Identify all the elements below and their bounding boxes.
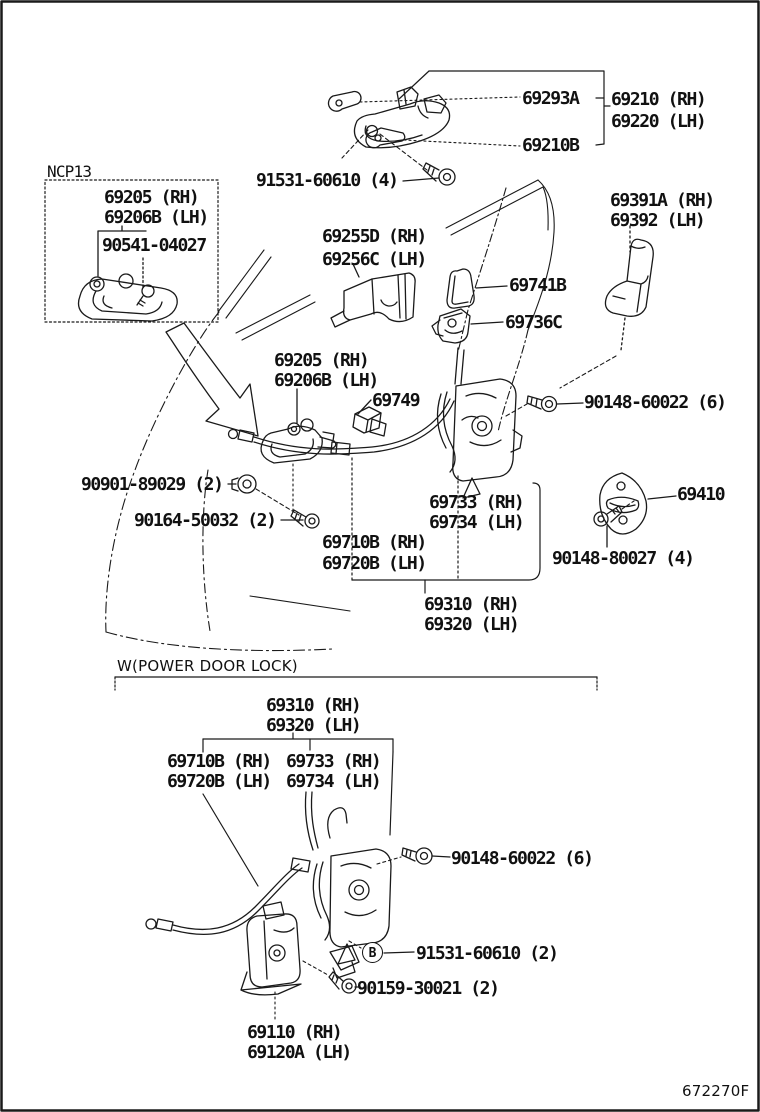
grommet-90901-drawing bbox=[228, 464, 299, 515]
screw-90148-60022-top-drawing bbox=[506, 396, 583, 416]
callout-69205-rh-mid: 69205 (RH) bbox=[274, 350, 369, 371]
lock-69310-upper-drawing bbox=[437, 348, 522, 498]
figure-code: 672270F bbox=[682, 1082, 750, 1100]
callout-69210b: 69210B bbox=[522, 135, 579, 156]
callout-69720b-lh: 69720B (LH) bbox=[322, 553, 426, 574]
callout-91531-60610-2: 91531-60610 (2) bbox=[416, 943, 558, 964]
inside-handle-box-drawing bbox=[79, 274, 178, 321]
callout-69710b-rh-pdl: 69710B (RH) bbox=[167, 751, 271, 772]
callout-69320-lh-top: 69320 (LH) bbox=[424, 614, 519, 635]
bracket-69736c-drawing bbox=[432, 309, 503, 343]
callout-90164-50032: 90164-50032 (2) bbox=[134, 510, 276, 531]
callout-69733-rh-pdl: 69733 (RH) bbox=[286, 751, 381, 772]
callout-91531-60610-4: 91531-60610 (4) bbox=[256, 170, 398, 191]
callout-90159-30021: 90159-30021 (2) bbox=[357, 978, 499, 999]
callout-69749: 69749 bbox=[372, 390, 420, 411]
striker-69410-drawing bbox=[600, 473, 676, 534]
callout-69206b-lh-mid: 69206B (LH) bbox=[274, 370, 378, 391]
callout-69733-rh: 69733 (RH) bbox=[429, 492, 524, 513]
screw-90541-drawing bbox=[137, 285, 154, 306]
callout-69391a-rh: 69391A (RH) bbox=[610, 190, 714, 211]
cable-69710b-drawing bbox=[229, 399, 455, 455]
callout-69255d-rh: 69255D (RH) bbox=[322, 226, 426, 247]
power-door-lock-section-label: W(POWER DOOR LOCK) bbox=[117, 657, 298, 675]
callout-69293a: 69293A bbox=[522, 88, 579, 109]
cable-69710b-lower-drawing bbox=[146, 792, 347, 934]
direction-arrow bbox=[166, 323, 258, 436]
actuator-69110-drawing bbox=[241, 902, 301, 1020]
garnish-69391a-drawing bbox=[560, 226, 653, 388]
callout-69741b: 69741B bbox=[509, 275, 566, 296]
callout-90148-60022-pdl: 90148-60022 (6) bbox=[451, 848, 593, 869]
callout-69110-rh: 69110 (RH) bbox=[247, 1022, 342, 1043]
callout-69710b-rh: 69710B (RH) bbox=[322, 532, 426, 553]
screw-90164-drawing bbox=[281, 510, 319, 528]
door-outline bbox=[106, 250, 350, 651]
callout-90148-60022-top: 90148-60022 (6) bbox=[584, 392, 726, 413]
callout-69410: 69410 bbox=[677, 484, 725, 505]
callout-69120a-lh: 69120A (LH) bbox=[247, 1042, 351, 1063]
callout-69205-rh-box: 69205 (RH) bbox=[104, 187, 199, 208]
callout-69736c: 69736C bbox=[505, 312, 562, 333]
callout-90901-89029: 90901-89029 (2) bbox=[81, 474, 223, 495]
callout-69734-lh-pdl: 69734 (LH) bbox=[286, 771, 381, 792]
callout-69256c-lh: 69256C (LH) bbox=[322, 249, 426, 270]
callout-69206b-lh-box: 69206B (LH) bbox=[104, 207, 208, 228]
cover-69741b-drawing bbox=[447, 269, 507, 308]
callout-69220-lh: 69220 (LH) bbox=[611, 111, 706, 132]
callout-69734-lh: 69734 (LH) bbox=[429, 512, 524, 533]
callout-69392-lh: 69392 (LH) bbox=[610, 210, 705, 231]
callout-90541-04027: 90541-04027 bbox=[102, 235, 206, 256]
callout-69720b-lh-pdl: 69720B (LH) bbox=[167, 771, 271, 792]
callout-90148-80027: 90148-80027 (4) bbox=[552, 548, 694, 569]
variant-label: NCP13 bbox=[47, 162, 92, 181]
callout-69320-lh-pdl: 69320 (LH) bbox=[266, 715, 361, 736]
callout-69310-rh-pdl: 69310 (RH) bbox=[266, 695, 361, 716]
service-cover-69255d-drawing bbox=[331, 264, 415, 327]
callout-69210-rh: 69210 (RH) bbox=[611, 89, 706, 110]
callout-69310-rh-top: 69310 (RH) bbox=[424, 594, 519, 615]
ref-bubble-b: B bbox=[362, 942, 383, 963]
grommet-69210b-drawing bbox=[366, 128, 520, 148]
